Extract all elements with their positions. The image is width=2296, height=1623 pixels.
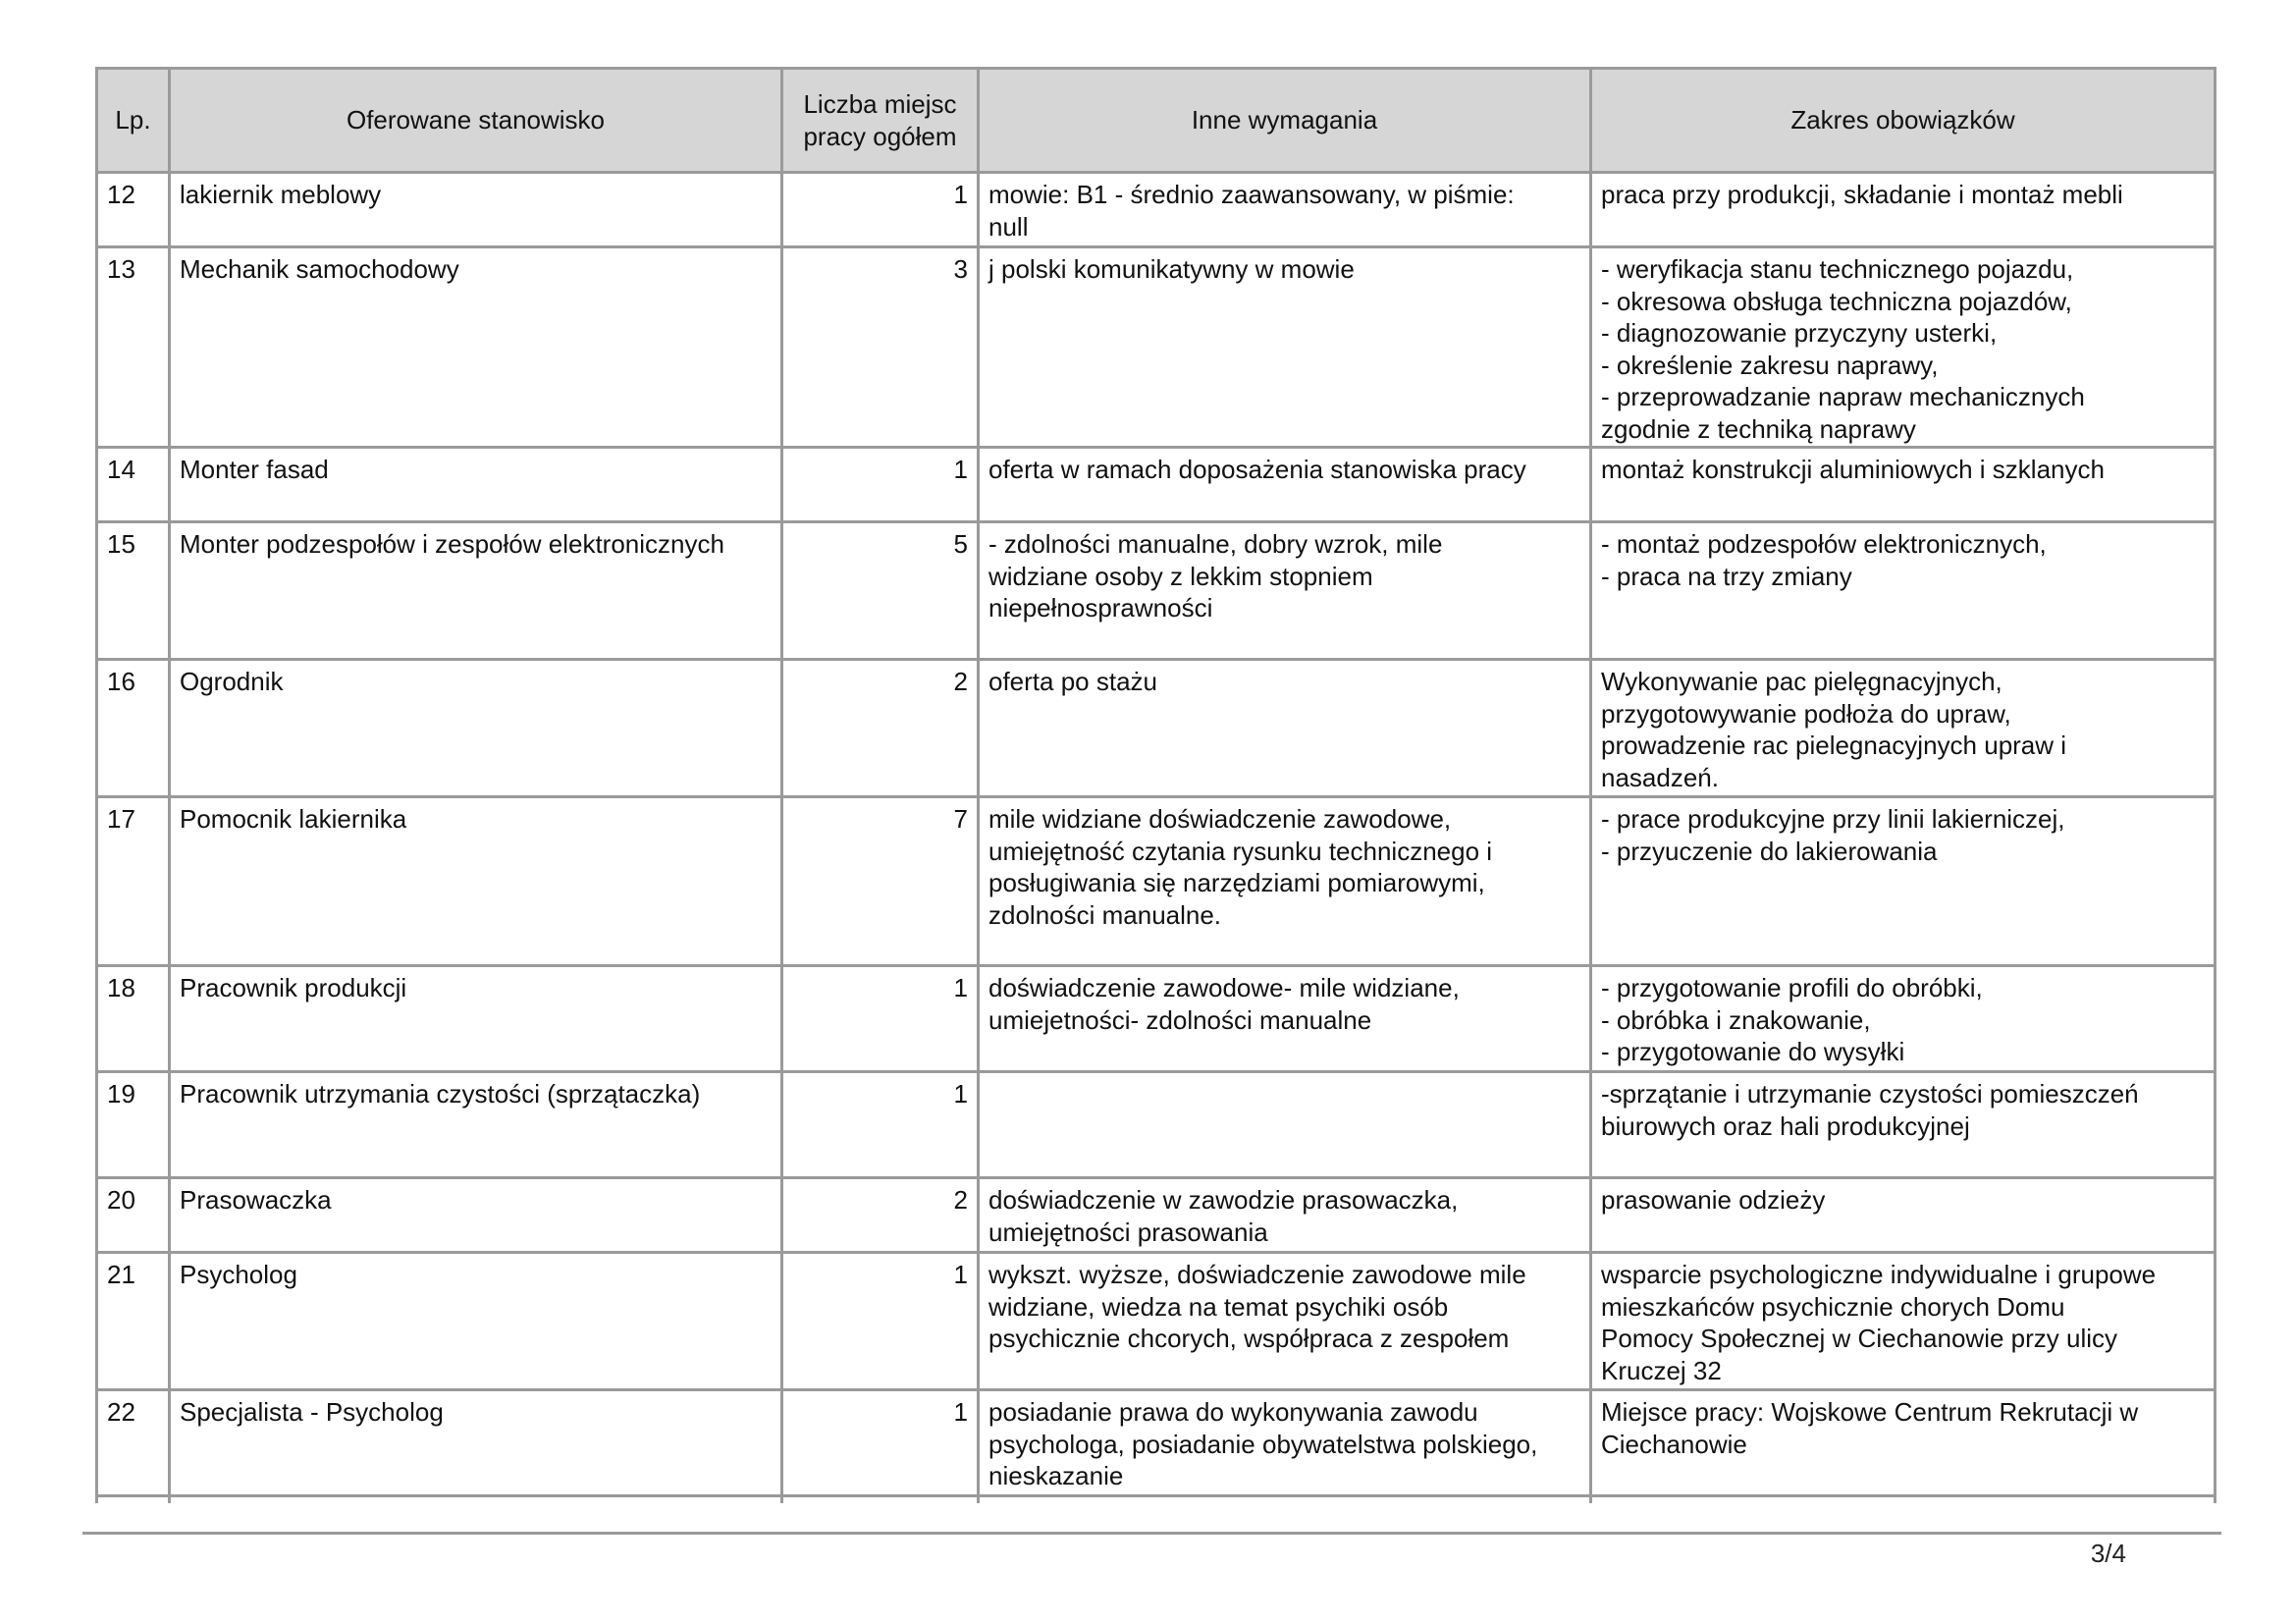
- cell-count: 1: [782, 1253, 979, 1390]
- cell-count: 5: [782, 522, 979, 660]
- cell-position: Mechanik samochodowy: [170, 247, 782, 448]
- cell-position: Ogrodnik: [170, 660, 782, 797]
- cell-count: 1: [782, 966, 979, 1072]
- table-body: [97, 173, 2216, 1504]
- table-continuation-row: [97, 1496, 2216, 1504]
- table-row: [97, 660, 2216, 797]
- cell-count: 3: [782, 247, 979, 448]
- cell-duties: Wykonywanie pac pielęgnacyjnych, przygotowywanie podłoża do upraw, prowadzenie rac pielegnacyjnych upraw i nasadzeń.: [1591, 660, 2216, 797]
- cell-lp: 15: [97, 522, 170, 660]
- table-row: [97, 522, 2216, 660]
- table-row: [97, 797, 2216, 966]
- cell-lp: 13: [97, 247, 170, 448]
- cell-duties: -sprzątanie i utrzymanie czystości pomieszczeń biurowych oraz hali produkcyjnej: [1591, 1072, 2216, 1178]
- cell-position: Psycholog: [170, 1253, 782, 1390]
- cell-requirements: oferta w ramach doposażenia stanowiska pracy: [979, 448, 1591, 522]
- header-position: Oferowane stanowisko: [170, 69, 782, 173]
- cell-requirements: doświadczenie zawodowe- mile widziane, umiejetności- zdolności manualne: [979, 966, 1591, 1072]
- cell-duties: wsparcie psychologiczne indywidualne i grupowe mieszkańców psychicznie chorych Domu Pomocy Społecznej w Ciechanowie przy ulicy Kruczej 32: [1591, 1253, 2216, 1390]
- cell-requirements: doświadczenie w zawodzie prasowaczka, umiejętności prasowania: [979, 1178, 1591, 1253]
- cell-position: Pomocnik lakiernika: [170, 797, 782, 966]
- cell-requirements: mile widziane doświadczenie zawodowe, umiejętność czytania rysunku technicznego i posługiwania się narzędziami pomiarowymi, zdolności manualne.: [979, 797, 1591, 966]
- header-requirements: Inne wymagania: [979, 69, 1591, 173]
- table-header-row: [97, 69, 2216, 173]
- cell-lp: 21: [97, 1253, 170, 1390]
- cell-requirements: wykszt. wyższe, doświadczenie zawodowe mile widziane, wiedza na temat psychiki osób psychicznie chcorych, współpraca z zespołem: [979, 1253, 1591, 1390]
- cell-count: 2: [782, 1178, 979, 1253]
- table-row: [97, 448, 2216, 522]
- cell-lp: 12: [97, 173, 170, 247]
- table-row: [97, 1072, 2216, 1178]
- cell-requirements: oferta po stażu: [979, 660, 1591, 797]
- cell-count: 1: [782, 1072, 979, 1178]
- continuation-cell: [97, 1496, 170, 1504]
- cell-lp: 20: [97, 1178, 170, 1253]
- cell-count: 2: [782, 660, 979, 797]
- page-number: 3/4: [2090, 1539, 2126, 1568]
- table-row: [97, 1390, 2216, 1496]
- cell-duties: - prace produkcyjne przy linii lakierniczej, - przyuczenie do lakierowania: [1591, 797, 2216, 966]
- cell-requirements: - zdolności manualne, dobry wzrok, mile widziane osoby z lekkim stopniem niepełnosprawności: [979, 522, 1591, 660]
- cell-requirements: [979, 1072, 1591, 1178]
- header-lp: Lp.: [97, 69, 170, 173]
- cell-duties: prasowanie odzieży: [1591, 1178, 2216, 1253]
- cell-position: Monter fasad: [170, 448, 782, 522]
- cell-lp: 22: [97, 1390, 170, 1496]
- continuation-cell: [979, 1496, 1591, 1504]
- header-count: Liczba miejsc pracy ogółem: [782, 69, 979, 173]
- continuation-cell: [170, 1496, 782, 1504]
- cell-count: 1: [782, 1390, 979, 1496]
- table-row: [97, 1253, 2216, 1390]
- footer-divider: [82, 1532, 2221, 1535]
- cell-lp: 18: [97, 966, 170, 1072]
- cell-lp: 16: [97, 660, 170, 797]
- cell-duties: praca przy produkcji, składanie i montaż mebli: [1591, 173, 2216, 247]
- table-row: [97, 173, 2216, 247]
- cell-count: 1: [782, 448, 979, 522]
- cell-position: Monter podzespołów i zespołów elektronicznych: [170, 522, 782, 660]
- table-row: [97, 966, 2216, 1072]
- job-offers-table: [95, 67, 2216, 1503]
- cell-duties: montaż konstrukcji aluminiowych i szklanych: [1591, 448, 2216, 522]
- continuation-cell: [1591, 1496, 2216, 1504]
- table-row: [97, 1178, 2216, 1253]
- cell-position: Prasowaczka: [170, 1178, 782, 1253]
- cell-lp: 17: [97, 797, 170, 966]
- cell-requirements: j polski komunikatywny w mowie: [979, 247, 1591, 448]
- cell-position: Specjalista - Psycholog: [170, 1390, 782, 1496]
- cell-lp: 19: [97, 1072, 170, 1178]
- cell-duties: - weryfikacja stanu technicznego pojazdu, - okresowa obsługa techniczna pojazdów, - diagnozowanie przyczyny usterki, - określenie zakresu naprawy, - przeprowadzanie napraw mechanicznych zgodnie z techniką naprawy: [1591, 247, 2216, 448]
- cell-requirements: mowie: B1 - średnio zaawansowany, w piśmie: null: [979, 173, 1591, 247]
- cell-duties: Miejsce pracy: Wojskowe Centrum Rekrutacji w Ciechanowie: [1591, 1390, 2216, 1496]
- cell-position: lakiernik meblowy: [170, 173, 782, 247]
- continuation-cell: [782, 1496, 979, 1504]
- header-duties: Zakres obowiązków: [1591, 69, 2216, 173]
- cell-position: Pracownik utrzymania czystości (sprzątaczka): [170, 1072, 782, 1178]
- cell-duties: - montaż podzespołów elektronicznych, - praca na trzy zmiany: [1591, 522, 2216, 660]
- cell-count: 7: [782, 797, 979, 966]
- cell-duties: - przygotowanie profili do obróbki, - obróbka i znakowanie, - przygotowanie do wysyłki: [1591, 966, 2216, 1072]
- table-row: [97, 247, 2216, 448]
- cell-position: Pracownik produkcji: [170, 966, 782, 1072]
- cell-count: 1: [782, 173, 979, 247]
- cell-lp: 14: [97, 448, 170, 522]
- cell-requirements: posiadanie prawa do wykonywania zawodu psychologa, posiadanie obywatelstwa polskiego, nieskazanie: [979, 1390, 1591, 1496]
